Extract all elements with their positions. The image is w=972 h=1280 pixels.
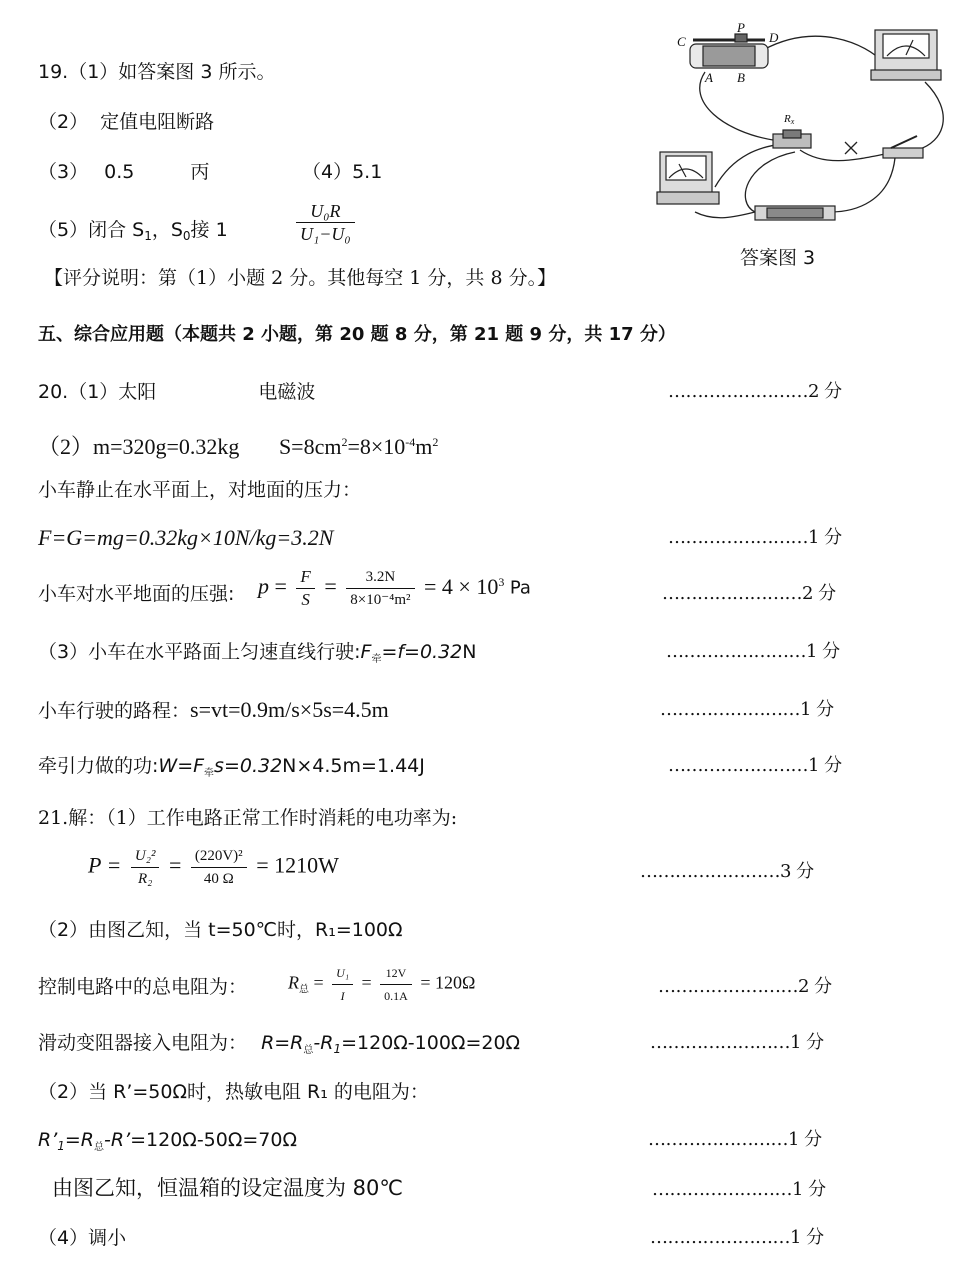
q19-part5-suffix: 接 1: [190, 219, 228, 241]
wire-d-ammeter: [763, 36, 885, 64]
q20-line5-frac1: $\frac{F}{S}$: [296, 566, 314, 611]
q19-part3-number: （3）: [38, 161, 89, 183]
q20-line5-score: ……………………2 分: [662, 583, 836, 604]
q20-line2-area: $S=8cm^2=8\times 10^{-4}m^2$: [278, 434, 439, 459]
label-b: B: [737, 70, 745, 85]
q21-line2-result: = 1210W: [256, 852, 339, 878]
wire-cross-mark: [845, 142, 857, 154]
q19-scoring-note: 【评分说明：第（1）小题 2 分。其他每空 1 分，共 8 分。】: [44, 267, 557, 289]
q20-line3: 小车静止在水平面上，对地面的压力：: [38, 479, 362, 501]
voltmeter: [657, 152, 719, 204]
q21-line5: 滑动变阻器接入电阻为： $R=R_总-R_1=120\Omega-100\Omega=20\Omega$: [38, 1032, 521, 1056]
wire-ammeter-switch: [917, 82, 943, 150]
q21-line4-score: ……………………2 分: [658, 976, 832, 997]
q20-line1: [38, 380, 315, 404]
q19-part2: [38, 110, 214, 134]
q19-part3: [38, 160, 209, 184]
q19-part5-formula-denominator: U₁−U₀: [300, 224, 351, 244]
q20-line8-score: ……………………1 分: [668, 755, 842, 776]
section5-title: 五、综合应用题（本题共 2 小题，第 20 题 8 分，第 21 题 9 分，共 17 分）: [38, 324, 676, 345]
q19-part5-prefix: （5）闭合 S: [38, 219, 145, 241]
label-d: D: [769, 30, 779, 45]
q21-line1: 21.解：（1）工作电路正常工作时消耗的电功率为:: [38, 807, 458, 829]
q20-line7: 小车行驶的路程：s=vt=0.9m/s×5s=4.5m: [38, 697, 389, 722]
label-a: A: [705, 70, 713, 85]
q19-part2-answer: 定值电阻断路: [100, 111, 215, 133]
q20-line5-eq2: =: [324, 573, 337, 599]
q20-line5-eq: =: [274, 573, 287, 599]
q20-line5-result: = $4 \times 10^3$: [424, 573, 505, 599]
switch: [883, 136, 923, 158]
q20-line1-answer-a: 20.（1）太阳: [38, 381, 157, 403]
q20-line1-score: ……………………2 分: [668, 381, 842, 402]
label-c: C: [677, 34, 686, 49]
q19-part1: 19.（1）如答案图 3 所示。: [38, 61, 276, 83]
q20-line5-unit: Pa: [509, 577, 531, 599]
label-p: P: [737, 22, 745, 35]
q19-part5: [38, 218, 228, 248]
q20-line5-formula: [258, 566, 531, 611]
q19-part5-formula: [296, 200, 355, 245]
q20-line5-frac2: $\frac{3.2N}{\text{8×10⁻⁴m²}}$: [346, 566, 414, 611]
q21-line2-formula: P = $\frac{\text{U₂²}}{\text{R₂}}$ = $\frac{\text{(220V)²}}{40 \Omega}$ = 1210W: [88, 845, 339, 890]
q21-line9: （4）调小: [38, 1227, 127, 1249]
wire-voltmeter-rx: [715, 145, 775, 187]
q19-part3-answer: 丙: [190, 161, 210, 183]
q19-part5-sub1: 1: [144, 229, 152, 243]
q19-part3-value: 0.5: [104, 161, 135, 183]
q21-line4-frac2: $\frac{12V}{0.1A}$: [380, 962, 412, 1007]
q20-line8: 牵引力做的功$:W=F_牵s=0.32N\times 4.5m=1.44J$: [38, 755, 425, 779]
q21-line7-score: ……………………1 分: [648, 1129, 822, 1150]
circuit-diagram-figure: [655, 22, 945, 247]
rheostat: [690, 34, 768, 68]
q21-line2-score: ……………………3 分: [640, 861, 814, 882]
figure-caption: 答案图 3: [740, 247, 816, 269]
q20-line2: [38, 430, 438, 459]
q19-part5-sub0: 0: [182, 229, 191, 243]
q20-line7-score: ……………………1 分: [660, 699, 834, 720]
q21-line2-frac1: $\frac{\text{U₂²}}{\text{R₂}}$: [131, 845, 160, 890]
q21-line2-frac2: $\frac{\text{(220V)²}}{40 \Omega}$: [191, 845, 247, 890]
q20-line5-p: p: [258, 573, 269, 599]
q20-line5: [38, 582, 234, 606]
q20-line6-score: ……………………1 分: [666, 641, 840, 662]
wire-switch-rx: [800, 150, 885, 161]
q19-part2-number: （2）: [38, 111, 89, 133]
q21-line9-score: ……………………1 分: [650, 1227, 824, 1248]
q19-part5-formula-numerator: U₀R: [296, 200, 355, 223]
q21-line4-prefix: 控制电路中的总电阻为：: [38, 976, 248, 998]
q21-line4-frac1: $\frac{\text{U₁}}{I}$: [332, 962, 353, 1007]
q20-line6: （3）小车在水平路面上匀速直线行驶$:F_牵=f=0.32N$: [38, 641, 477, 665]
q20-line5-prefix: 小车对水平地面的压强:: [38, 583, 235, 605]
q21-line4-formula: $R_总$ = $\frac{\text{U₁}}{I}$ = $\frac{12V}{0.1A}$ = 120Ω: [288, 962, 475, 1007]
q21-line8: 由图乙知，恒温箱的设定温度为 80℃: [52, 1176, 403, 1200]
q20-line2-mass: （2）m=320g=0.32kg: [38, 434, 240, 459]
wire-battery-rx: [745, 152, 795, 212]
q19-part5-mid: ，S: [151, 219, 183, 241]
q21-line8-score: ……………………1 分: [652, 1179, 826, 1200]
q21-line3: （2）由图乙知，当 t=50℃时，R₁=100Ω: [38, 919, 403, 941]
q21-line6: （2）当 R’=50Ω时，热敏电阻 R₁ 的电阻为：: [38, 1081, 429, 1103]
ammeter: [871, 30, 941, 80]
q21-line5-score: ……………………1 分: [650, 1032, 824, 1053]
q19-part4: （4）5.1: [302, 161, 383, 183]
fixed-resistor: [773, 130, 811, 148]
q20-line1-answer-b: 电磁波: [258, 381, 316, 403]
q20-line4-score: ……………………1 分: [668, 527, 842, 548]
label-rx: Rx: [784, 113, 795, 126]
q20-line4: F=G=mg=0.32kg×10N/kg=3.2N: [38, 525, 334, 550]
q21-line7: $R’_1=R_总-R’=120\Omega-50\Omega=70\Omega$: [38, 1129, 297, 1153]
battery: [755, 206, 835, 220]
wire-voltmeter-battery: [695, 212, 755, 218]
wire-switch-battery: [830, 158, 895, 212]
